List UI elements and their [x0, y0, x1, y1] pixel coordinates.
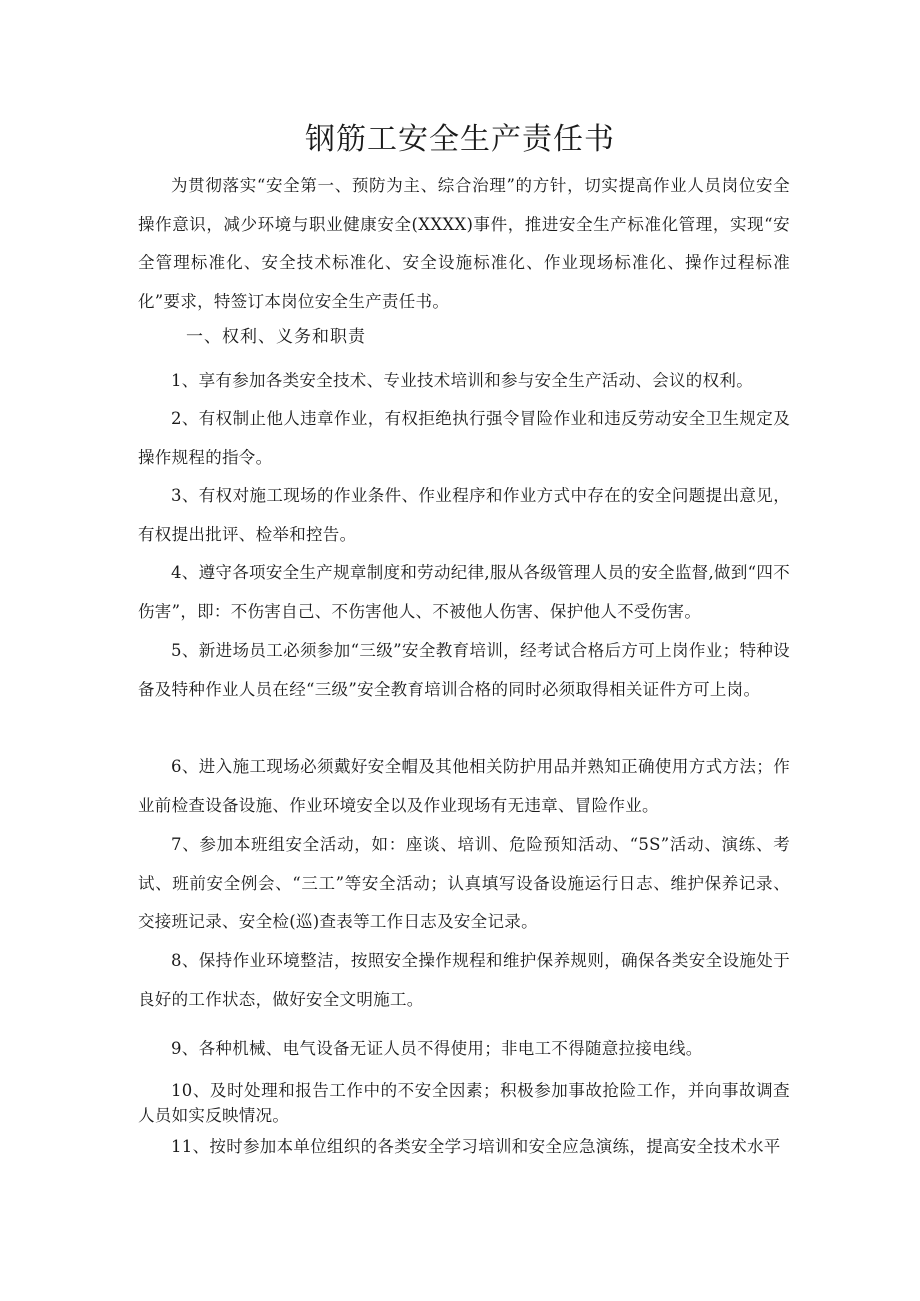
list-item-7: 7、参加本班组安全活动，如：座谈、培训、危险预知活动、“5S”活动、演练、考试、班前安全例会、“三工”等安全活动；认真填写设备设施运行日志、维护保养记录、交接班记录、安全检(巡)查表等工作日志及安全记录。	[138, 835, 790, 931]
list-item-3: 3、有权对施工现场的作业条件、作业程序和作业方式中存在的安全问题提出意见，有权提出批评、检举和控告。	[138, 486, 790, 544]
list-item-11: 11、按时参加本单位组织的各类安全学习培训和安全应急演练，提高安全技术水平	[171, 1137, 781, 1156]
list-item-10: 10、及时处理和报告工作中的不安全因素；积极参加事故抢险工作，并向事故调查人员如实反映情况。	[138, 1081, 790, 1125]
intro-paragraph: 为贯彻落实“安全第一、预防为主、综合治理”的方针，切实提高作业人员岗位安全操作意识，减少环境与职业健康安全(XXXX)事件，推进安全生产标准化管理，实现“安全管理标准化、安全技术标准化、安全设施标准化、作业现场标准化、操作过程标准化”要求，特签订本岗位安全生产责任书。	[138, 176, 790, 311]
list-item-8: 8、保持作业环境整洁，按照安全操作规程和维护保养规则，确保各类安全设施处于良好的工作状态，做好安全文明施工。	[138, 951, 790, 1009]
list-item-1: 1、享有参加各类安全技术、专业技术培训和参与安全生产活动、会议的权利。	[171, 371, 753, 390]
list-item-9: 9、各种机械、电气设备无证人员不得使用；非电工不得随意拉接电线。	[171, 1039, 703, 1058]
document-title: 钢筋工安全生产责任书	[305, 122, 615, 157]
list-item-6: 6、进入施工现场必须戴好安全帽及其他相关防护用品并熟知正确使用方式方法；作业前检查设备设施、作业环境安全以及作业现场有无违章、冒险作业。	[138, 757, 790, 815]
list-item-4: 4、遵守各项安全生产规章制度和劳动纪律,服从各级管理人员的安全监督,做到“四不伤害”，即：不伤害自己、不伤害他人、不被他人伤害、保护他人不受伤害。	[138, 563, 790, 621]
section-heading: 一、权利、义务和职责	[186, 327, 366, 347]
list-item-5: 5、新进场员工必须参加“三级”安全教育培训，经考试合格后方可上岗作业；特种设备及特种作业人员在经“三级”安全教育培训合格的同时必须取得相关证件方可上岗。	[138, 641, 790, 699]
list-item-2: 2、有权制止他人违章作业，有权拒绝执行强令冒险作业和违反劳动安全卫生规定及操作规程的指令。	[138, 409, 790, 467]
